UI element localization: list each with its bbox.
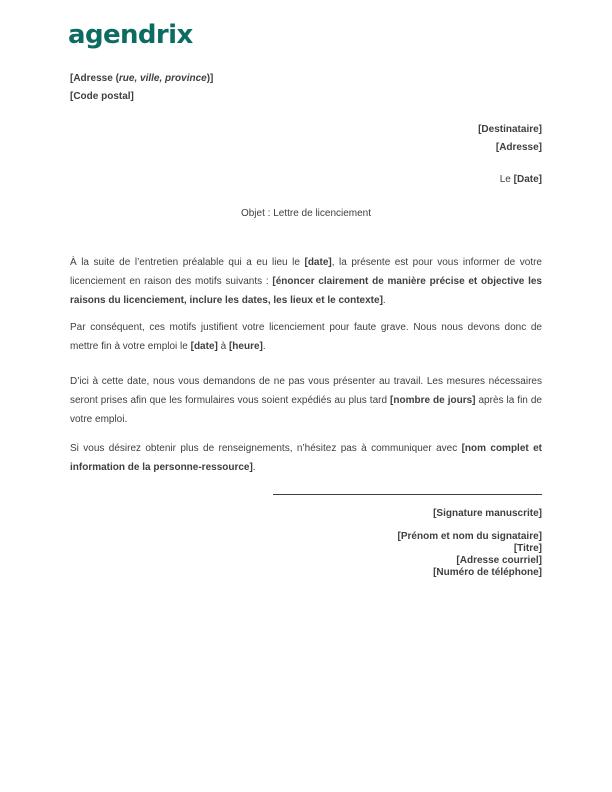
p2-placeholder-time: [heure] [228,341,263,352]
date-value: [Date] [513,174,542,185]
paragraph-forms [70,372,542,429]
paragraph-dismissal-reason [70,253,542,310]
p2-placeholder-date: [date] [190,341,218,352]
p1-placeholder-date: [date] [304,257,332,268]
sender-address-hint: rue, ville, province [118,73,207,84]
signature-handwritten: [Signature manuscrite] [433,508,542,519]
p4-placeholder-contact: [nom complet et information de la personne-ressource] [70,443,542,473]
p1-placeholder-reasons: [énoncer clairement de manière précise et objective les raisons du licenciement, inclure les dates, les lieux et le contexte] [70,276,542,306]
p1-text-3: . [382,295,386,306]
p1-text-1: À la suite de l’entretien préalable qui a eu lieu le [70,257,305,268]
signatory-title: [Titre] [513,543,542,554]
signatory-block [398,531,542,579]
sender-postal-code: [Code postal] [70,91,134,102]
p4-text-1: Si vous désirez obtenir plus de renseignements, n’hésitez pas à communiquer avec [70,443,462,454]
agendrix-logo: agendrix [68,20,193,50]
sender-block [70,70,213,106]
paragraph-end-of-employment [70,318,542,356]
p3-text-2: après la fin de votre emploi. [70,395,542,425]
p3-text-1: D’ici à cette date, nous vous demandons de ne pas vous présenter au travail. Les mesures nécessaires seront prises afin que les formulaires vous soient expédiés au plus tard [70,376,542,406]
date-prefix: Le [499,174,514,185]
p1-text-2: , la présente est pour vous informer de votre licenciement en raison des motifs suivants : [70,257,542,287]
signatory-email: [Adresse courriel] [456,555,542,566]
p2-text-1: Par conséquent, ces motifs justifient votre licenciement pour faute grave. Nous nous devons donc de mettre fin à votre emploi le [70,322,542,352]
p2-text-3: . [262,341,266,352]
p4-text-2: . [252,462,256,473]
signature-line [273,494,542,495]
recipient-name: [Destinataire] [478,124,542,135]
sender-address [70,70,213,88]
letter-subject: Objet : Lettre de licenciement [240,208,372,219]
recipient-block [478,121,542,157]
signatory-phone: [Numéro de téléphone] [433,567,542,578]
recipient-address: [Adresse] [495,142,542,153]
paragraph-contact [70,439,542,477]
p2-text-2: à [217,341,229,352]
letter-date [500,174,542,185]
p3-placeholder-days: [nombre de jours] [390,395,476,406]
sender-address-open: [Adresse ( [70,73,119,84]
sender-address-close: )] [206,73,214,84]
signatory-name: [Prénom et nom du signataire] [397,531,542,542]
